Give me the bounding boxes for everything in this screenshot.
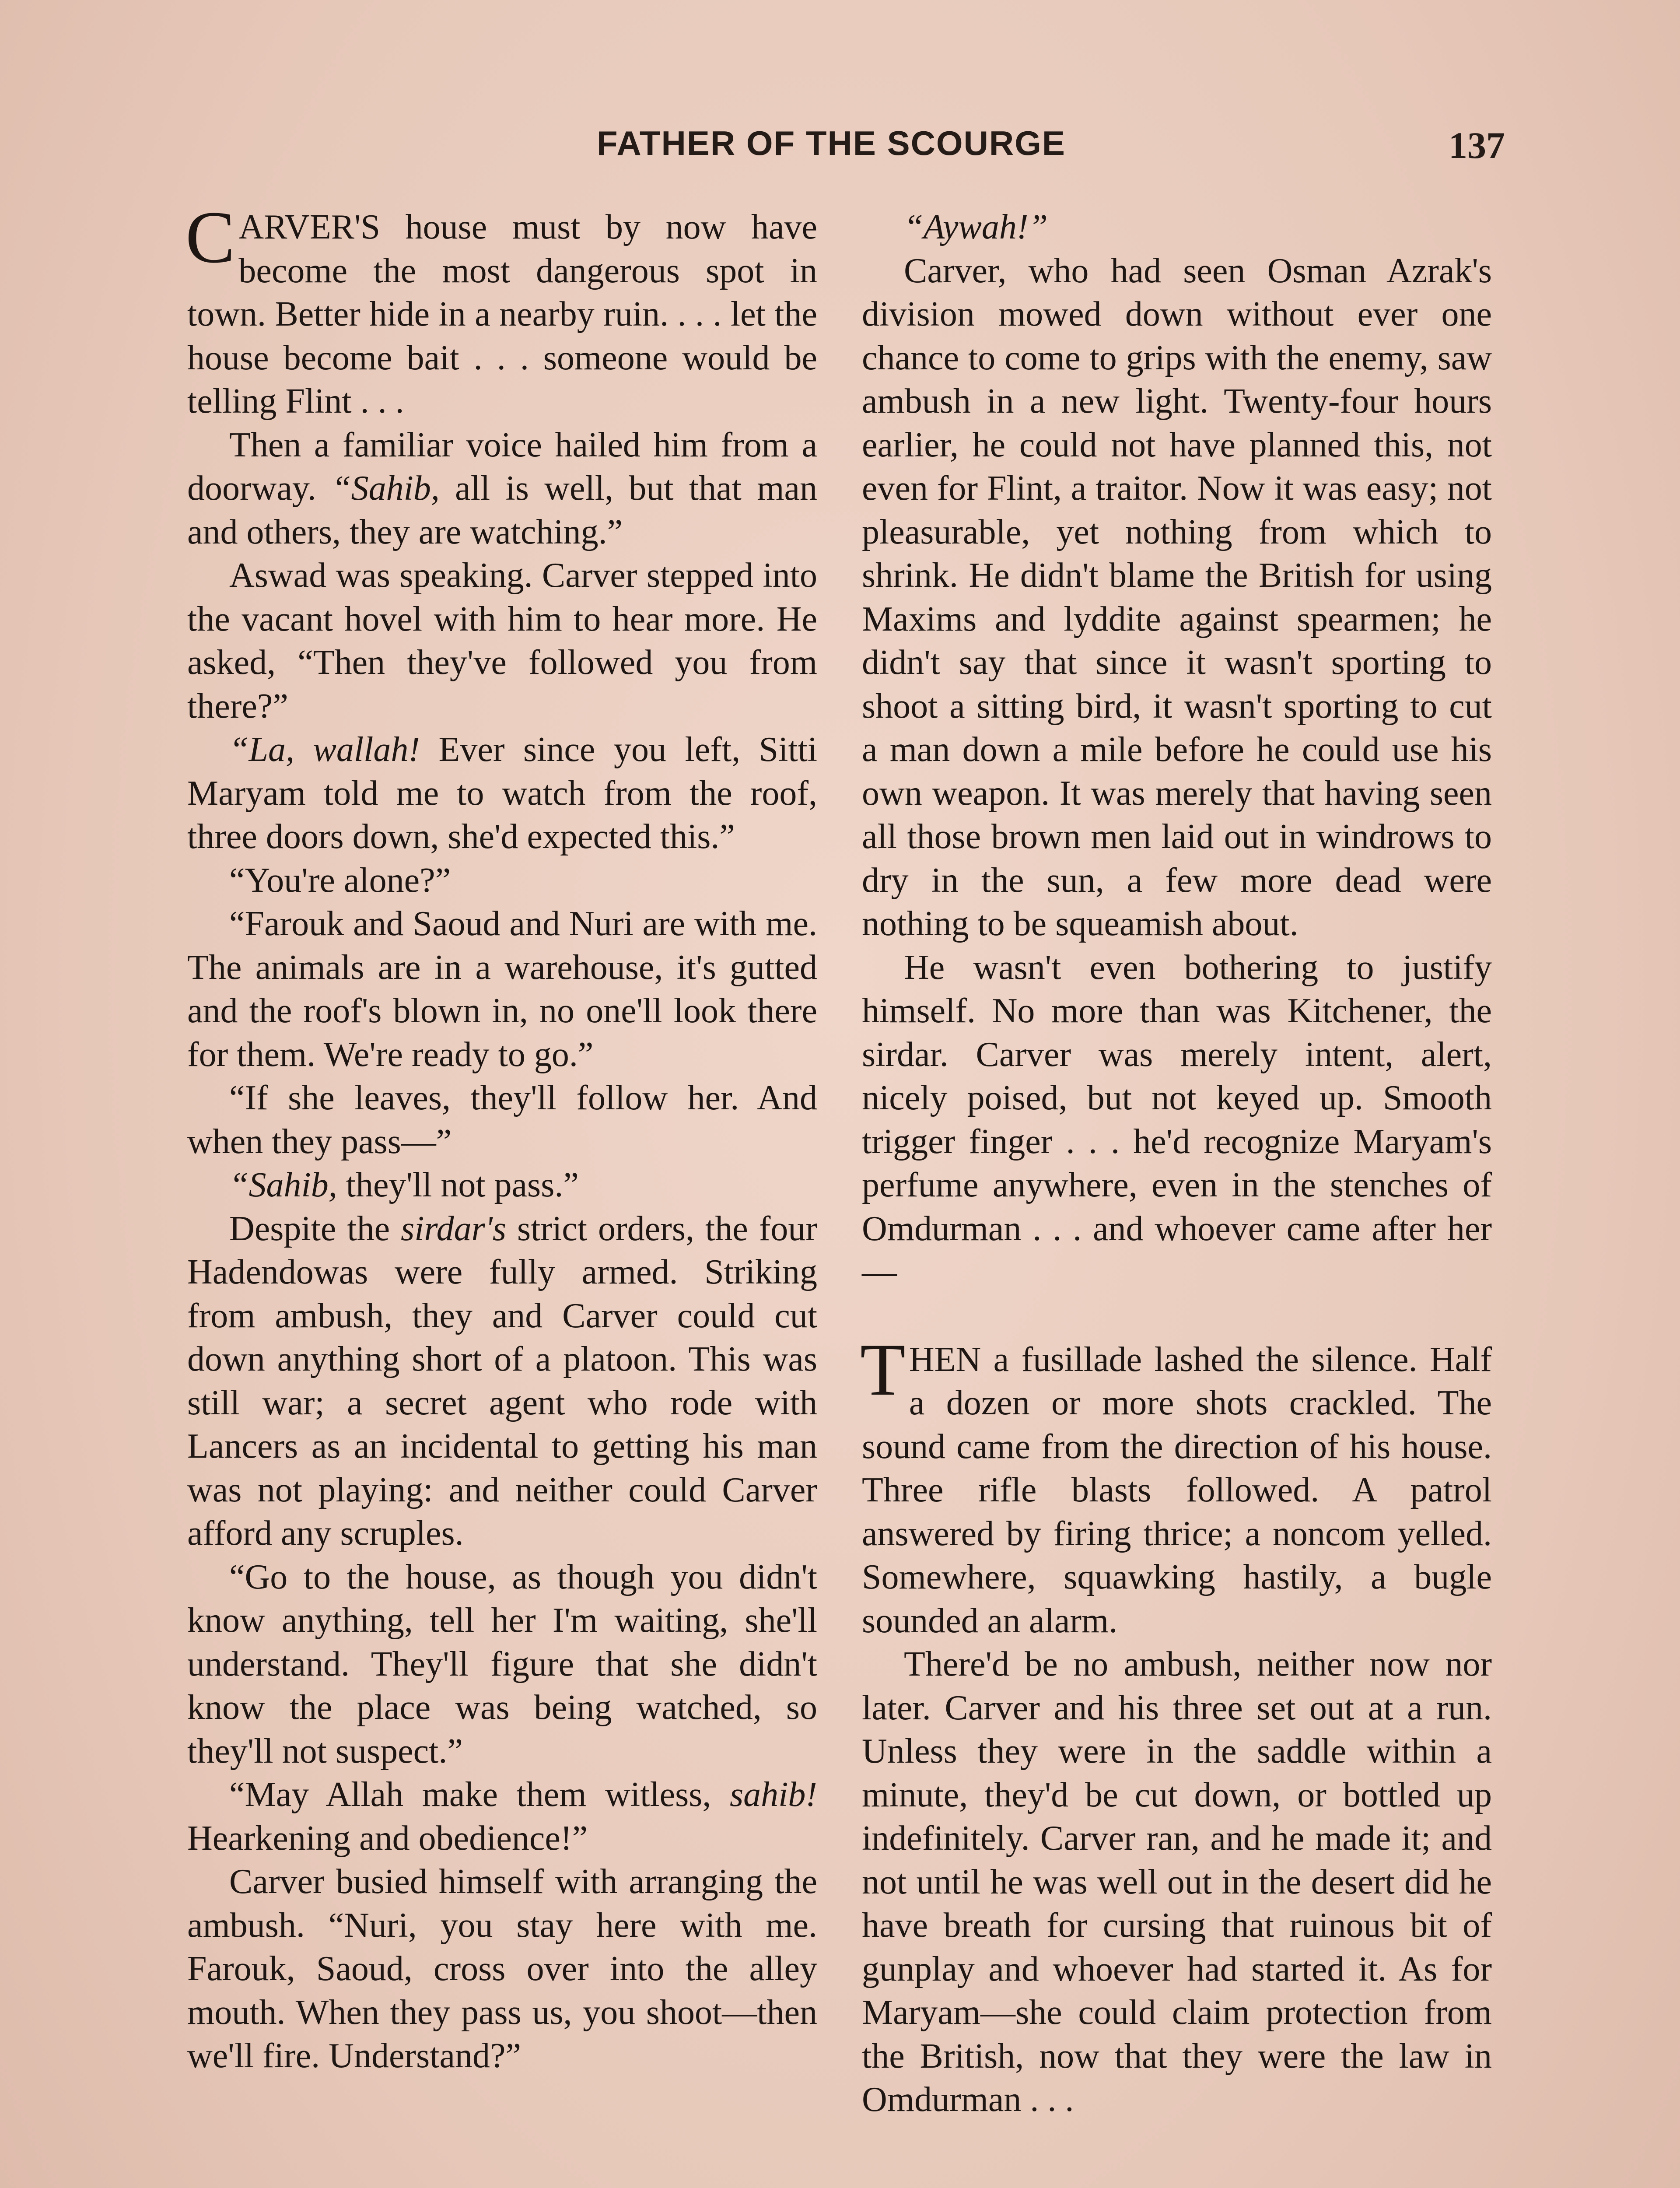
paragraph [862,206,1492,249]
paragraph [186,196,817,424]
paragraph: “Go to the house, as though you didn't know anything, tell her I'm waiting, she'll understand. They'll figure that she didn't know the place was being watched, so they'll not suspect.” [187,1557,817,1771]
paragraph-text: HEN a fusillade lashed the silence. Half a dozen or more shots crackled. The sound came from the direction of his house. Three rifle blasts followed. A patrol answered by firing thrice; a noncom yelled. Somewhere, squawking hastily, a bugle sounded an alarm. [862,1340,1492,1640]
paragraph-text: Hearkening and obedience!” [187,1819,588,1858]
italic-text: sahib! [730,1775,817,1814]
paragraph: Carver busied himself with arranging the ambush. “Nuri, you stay here with me. Farouk, Saoud, cross over into the alley mouth. When they pass us, you shoot—then we'll fire. Understand?” [187,1862,817,2075]
paragraph: “If she leaves, they'll follow her. And when they pass—” [187,1079,817,1161]
paragraph: “Farouk and Saoud and Nuri are with me. The animals are in a warehouse, it's gutted and the roof's blown in, no one'll look there for them. We're ready to go.” [187,905,817,1074]
paragraph-text: “May Allah make them witless, [229,1775,730,1814]
paragraph-text: ARVER'S house must by now have become the most dangerous spot in town. Better hide in a nearby ruin. . . . let the house become bait . . . someone would be telling Flint . . . [187,208,817,421]
drop-cap: T [860,1328,906,1411]
italic-text: “La, wallah! [229,730,420,769]
paragraph: Carver, who had seen Osman Azrak's division mowed down without ever one chance to come to grips with the enemy, saw ambush in a new light. Twenty-four hours earlier, he could not have planned this, not even for Flint, a traitor. Now it was easy; not pleasurable, yet nothing from which to shrink. He didn't blame the British for using Maxims and lyddite against spearmen; he didn't say that since it wasn't sporting to shoot a sitting bird, it wasn't sporting to cut a man down a mile before he could use his own weapon. It was merely that having seen all those brown men laid out in windrows to dry in the sun, a few more dead were nothing to be squeamish about. [862,251,1492,943]
paragraph [187,1773,817,1860]
paragraph-text: Then a familiar voice hailed him from a doorway. [187,425,817,508]
paragraph-text: strict orders, the four Hadendowas were fully armed. Striking from ambush, they and Carver could cut down anything short of a platoon. This was still war; a secret agent who rode with Lancers as an incidental to getting his man was not playing: and neither could Carver afford any scruples. [187,1209,817,1553]
paragraph-text: all is well, but that man and others, they are watching.” [187,469,817,551]
running-head: FATHER OF THE SCOURGE [597,124,1066,162]
right-column [862,206,1492,2122]
section-break [862,1294,1492,1338]
paragraph: There'd be no ambush, neither now nor later. Carver and his three set out at a run. Unless they were in the saddle within a minute, they'd be cut down, or bottled up indefinitely. Carver ran, and he made it; and not until he was well out in the desert did he have breath for cursing that ruinous bit of gunplay and whoever had started it. As for Maryam—she could claim protection from the British, now that they were the law in Omdurman . . . [862,1645,1492,2119]
page-number: 137 [1449,124,1505,166]
paragraph-text: they'll not pass.” [337,1166,579,1204]
italic-text: sirdar's [401,1209,507,1248]
drop-cap: C [186,196,235,278]
paragraph [187,1207,817,1556]
paragraph [187,1164,817,1207]
italic-text: “Sahib, [332,469,440,508]
paragraph-text: Ever since you left, Sitti Maryam told me to watch from the roof, three doors down, she'd expected this.” [187,730,818,856]
paragraph: “You're alone?” [229,861,451,900]
paragraph [187,424,817,554]
paragraph [860,1328,1492,1643]
paragraph [187,728,817,859]
paragraph: He wasn't even bothering to justify himself. No more than was Kitchener, the sirdar. Carver was merely intent, alert, nicely poised, but not keyed up. Smooth trigger finger . . . he'd recognize Maryam's perfume anywhere, even in the stenches of Omdurman . . . and whoever came after her— [862,948,1492,1291]
left-column [186,196,818,2078]
paragraph: Aswad was speaking. Carver stepped into the vacant hovel with him to hear more. He asked, “Then they've followed you from there?” [187,556,817,726]
paragraph-text: Despite the [229,1209,401,1248]
italic-text: “Sahib, [229,1166,337,1204]
italic-text: “Aywah!” [904,208,1048,246]
